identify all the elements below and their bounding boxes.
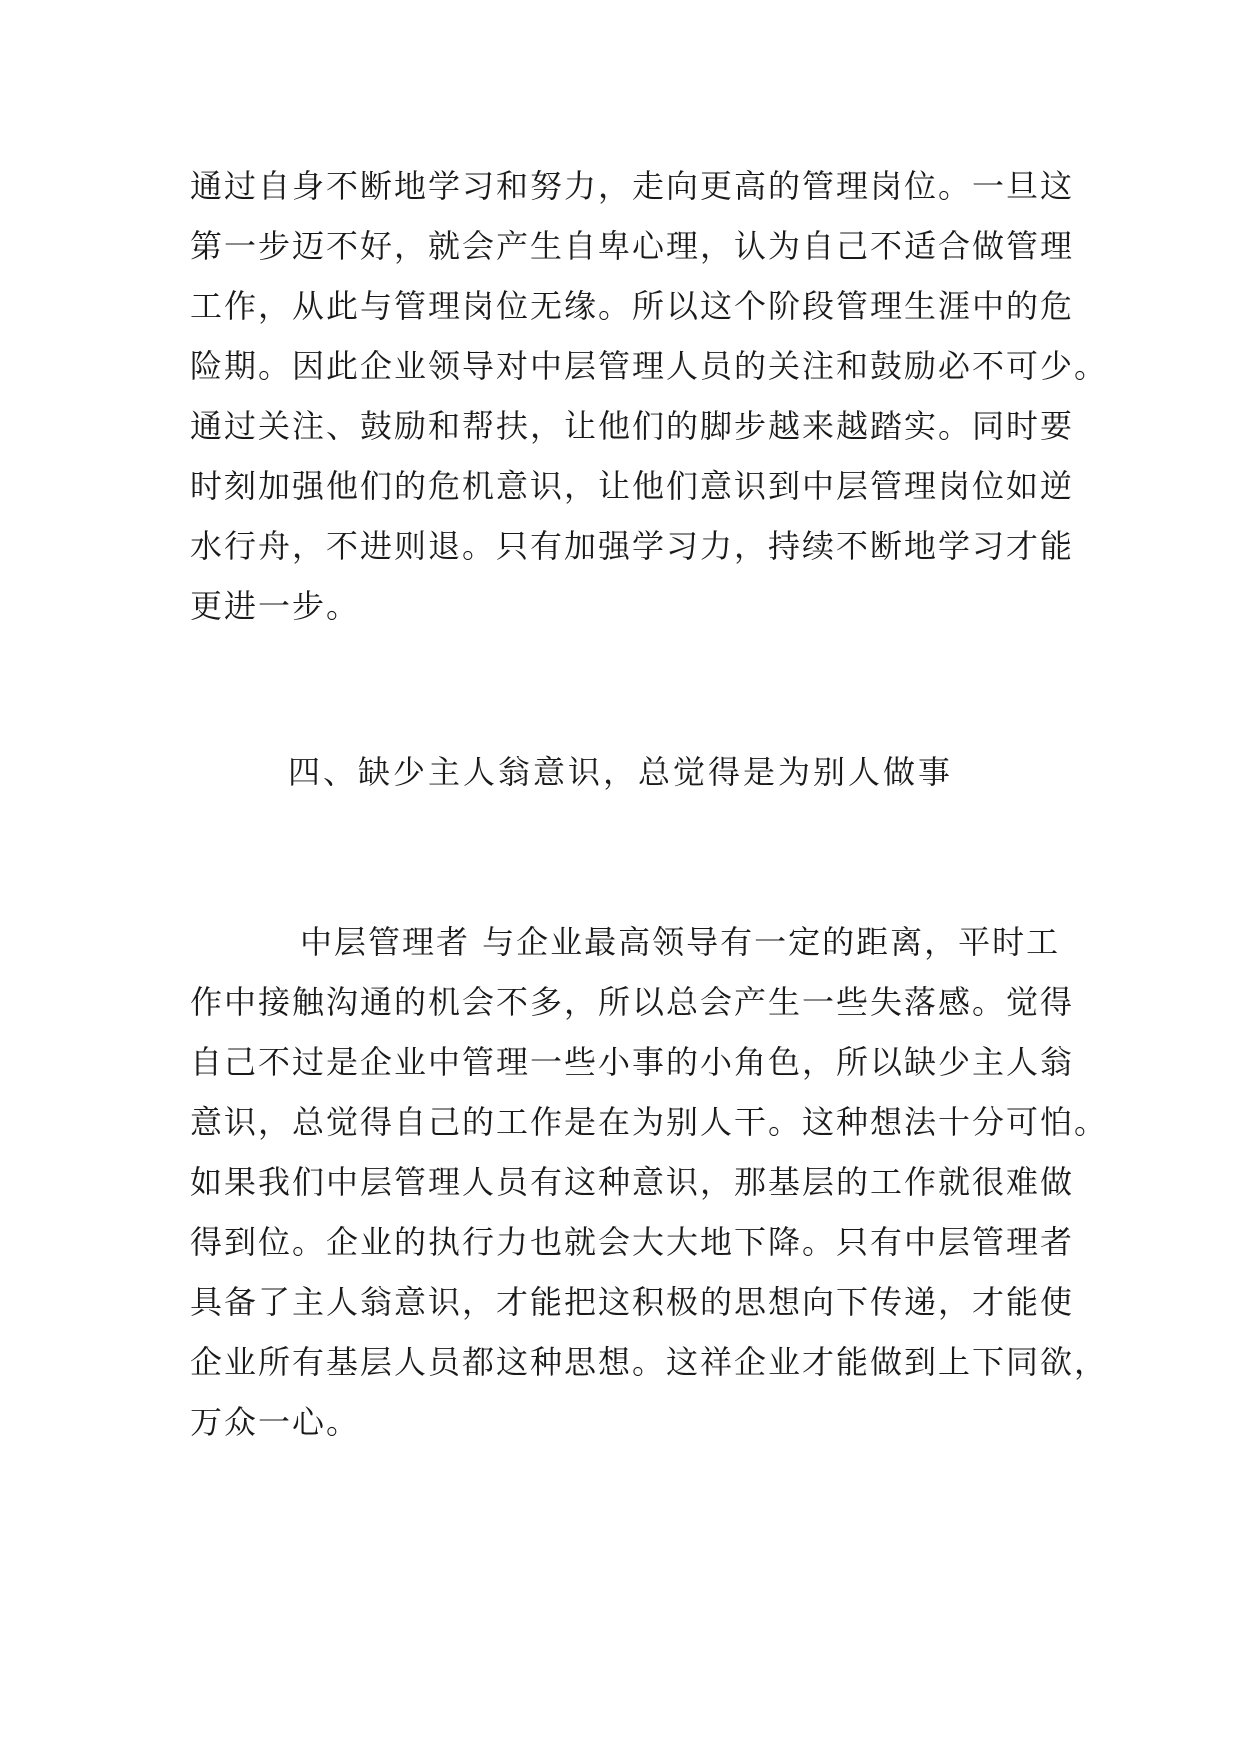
text-line: 如果我们中层管理人员有这种意识，那基层的工作就很难做: [190, 1163, 1075, 1201]
text-line: 作中接触沟通的机会不多，所以总会产生一些失落感。觉得: [190, 983, 1075, 1021]
text-line: 意识，总觉得自己的工作是在为别人干。这种想法十分可怕。: [190, 1103, 1109, 1141]
text-line: 第一步迈不好，就会产生自卑心理，认为自己不适合做管理: [190, 227, 1075, 265]
text-line: 更进一步。: [190, 587, 361, 625]
section-heading: 四、缺少主人翁意识，总觉得是为别人做事: [287, 753, 953, 791]
text-line: 通过自身不断地学习和努力，走向更高的管理岗位。一旦这: [190, 167, 1075, 205]
text-line: 得到位。企业的执行力也就会大大地下降。只有中层管理者: [190, 1223, 1075, 1261]
text-line: 具备了主人翁意识，才能把这积极的思想向下传递，才能使: [190, 1283, 1075, 1321]
text-line: 万众一心。: [190, 1403, 361, 1441]
text-line: 自己不过是企业中管理一些小事的小角色，所以缺少主人翁: [190, 1043, 1075, 1081]
text-line: 水行舟，不进则退。只有加强学习力，持续不断地学习才能: [190, 527, 1075, 565]
text-line: 企业所有基层人员都这种思想。这祥企业才能做到上下同欲，: [190, 1343, 1109, 1381]
text-line: 险期。因此企业领导对中层管理人员的关注和鼓励必不可少。: [190, 347, 1109, 385]
text-line: 时刻加强他们的危机意识，让他们意识到中层管理岗位如逆: [190, 467, 1075, 505]
text-line: 中层管理者 与企业最高领导有一定的距离，平时工: [300, 923, 1061, 961]
text-line: 通过关注、鼓励和帮扶，让他们的脚步越来越踏实。同时要: [190, 407, 1075, 445]
text-line: 工作，从此与管理岗位无缘。所以这个阶段管理生涯中的危: [190, 287, 1075, 325]
